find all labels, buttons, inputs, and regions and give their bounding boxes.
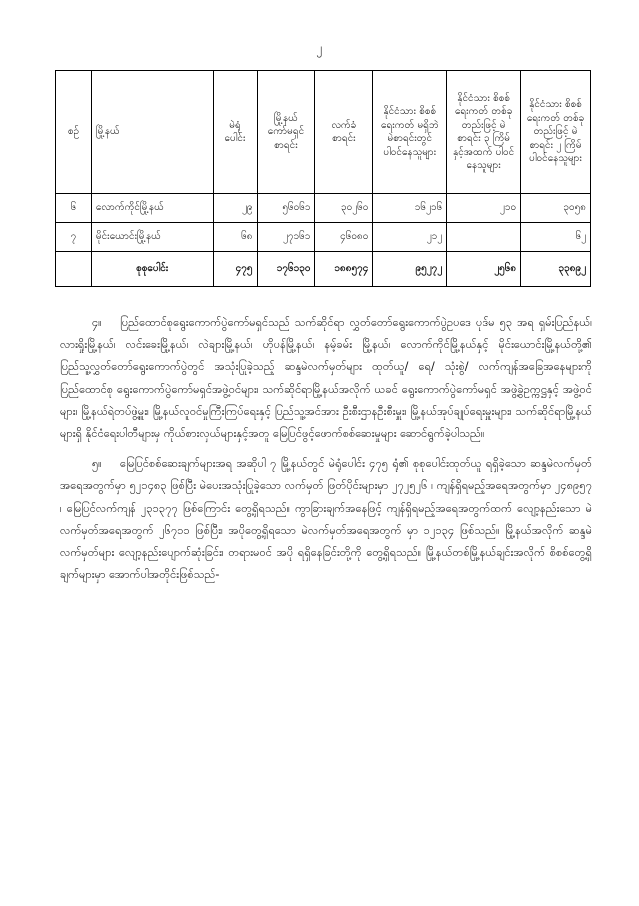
table-row: [56, 194, 591, 223]
cell: ၇: [56, 223, 92, 252]
header-three-times: နိုင်ငံသား စိစစ်ရေးကတ် တစ်ခုတည်းဖြင့် မဲစာရင်း ၃ ကြိမ် နှင့်အထက် ပါဝင်နေသူများ: [447, 71, 521, 194]
paragraph-number: ၄။: [92, 316, 102, 329]
cell: ၃၃၈၉၂: [521, 252, 591, 287]
table-row: [56, 223, 591, 252]
cell: လောက်ကိုင်မြို့နယ်: [91, 194, 213, 223]
cell: ၆၈: [213, 223, 257, 252]
polling-summary-table: [55, 70, 591, 287]
cell: ၂၁၂: [373, 223, 447, 252]
cell: မိုင်းယောင်းမြို့နယ်: [91, 223, 213, 252]
cell: ၃၀၅၈: [521, 194, 591, 223]
cell: ၄၇၅: [213, 252, 257, 287]
paragraph-4: [60, 312, 592, 445]
header-commission-list: မြို့နယ် ကော်မရှင် စာရင်း: [257, 71, 315, 194]
table-header-row: [56, 71, 591, 194]
paragraph-text: ပြည်ထောင်စုရွေးကောက်ပွဲကော်မရှင်သည် သက်ဆိုင်ရာ လွှတ်တော်ရွေးကောက်ပွဲဥပဒေ ပုဒ်မ ၅၃ အရ ရှမ်းပြည်နယ်၊ လားရှိုးမြို့နယ်၊ လင်းခေးမြို့နယ်၊ လဲချားမြို့နယ်၊ ဟိုပန်မြို့နယ်၊ နမ့်ခမ်း မြို့နယ်၊ လောက်ကိုင်မြို့နယ်နှင့် မိုင်းယောင်းမြို့နယ်တို့၏ ပြည်သူ့လွှတ်တော်ရွေးကောက်ပွဲတွင် အသုံးပြုခဲ့သည့် ဆန္ဒမဲလက်မှတ်များ ထုတ်ယူ/ ရေ/ သုံးစွဲ/ လက်ကျန်အခြေအနေများကို ပြည်ထောင်စု ရွေးကောက်ပွဲကော်မရှင်အဖွဲ့ဝင်များ၊ သက်ဆိုင်ရာမြို့နယ်အလိုက် ယခင် ရွေးကောက်ပွဲကော်မရှင် အဖွဲ့ခွဲဥက္ကဋ္ဌနှင့် အဖွဲ့ဝင်များ၊ မြို့နယ်ရဲတပ်ဖွဲ့မှူး၊ မြို့နယ်လူဝင်မှုကြီးကြပ်ရေးနှင့် ပြည်သူ့အင်အား ဦးစီးဌာနဦးစီးမှူး၊ မြို့နယ်အုပ်ချုပ်ရေးမှူးများ၊ သက်ဆိုင်ရာမြို့နယ်များရှိ နိုင်ငံရေးပါတီများမှ ကိုယ်စားလှယ်များနှင့်အတူ မြေပြင်ဖွင့်ဖောက်စစ်ဆေးမှုများ ဆောင်ရွက်ခဲ့ပါသည်။: [60, 316, 592, 441]
cell: ၂၇၁၆၁: [257, 223, 315, 252]
table-total-row: [56, 252, 591, 287]
cell: ၆: [56, 194, 92, 223]
cell: ၁၈၈၅၇၄: [315, 252, 373, 287]
header-no-id-card: နိုင်ငံသား စိစစ်ရေးကတ် မရှိဘဲ မဲစာရင်းတွင် ပါဝင်နေသူများ: [373, 71, 447, 194]
cell: [447, 223, 521, 252]
page-number: ၂: [316, 41, 323, 55]
total-label: စုစုပေါင်း: [91, 252, 213, 287]
cell: ၅၆၀၆၁: [257, 194, 315, 223]
header-serial: စဉ်: [56, 71, 92, 194]
cell: ၉၅၂၇၂: [373, 252, 447, 287]
paragraph-text: မြေပြင်စစ်ဆေးချက်များအရ အဆိုပါ ၇ မြို့နယ်တွင် မဲရုံပေါင်း ၄၇၅ ရုံ၏ စုစုပေါင်းထုတ်ယူ ရရှိခဲ့သော ဆန္ဒမဲလက်မှတ်အရေအတွက်မှာ ၅၂၁၄၈၃ ဖြစ်ပြီး မဲပေးအသုံးပြုခဲ့သော လက်မှတ် ဖြတ်ပိုင်းများမှာ ၂၇၂၅၂၆ ၊ ကျန်ရှိရမည့်အရေအတွက်မှာ ၂၄၈၉၅၇ ၊ မြေပြင်လက်ကျန် ၂၃၁၃၇၇ ဖြစ်ကြောင်း တွေ့ရှိရသည်။ ကွာခြားချက်အနေဖြင့် ကျန်ရှိရမည့်အရေအတွက်ထက် လျော့နည်းသော မဲလက်မှတ်အရေအတွက် ၂၆၇၁၁ ဖြစ်ပြီး၊ အပိုတွေ့ရှိရသော မဲလက်မှတ်အရေအတွက် မှာ ၁၂၁၃၄ ဖြစ်သည်။ မြို့နယ်အလိုက် ဆန္ဒမဲလက်မှတ်များ လျော့နည်းပျောက်ဆုံးခြင်း၊ တရားမဝင် အပို ရရှိနေခြင်းတို့ကို တွေ့ရှိရသည်။ မြို့နယ်တစ်မြို့နယ်ချင်းအလိုက် စိစစ်တွေ့ရှိချက်များမှာ အောက်ပါအတိုင်းဖြစ်သည်-: [60, 457, 592, 582]
cell: ၁၇၆၁၃၀: [257, 252, 315, 287]
cell: ၁၆၂၁၆: [373, 194, 447, 223]
cell: ၄၆၀၈၀: [315, 223, 373, 252]
header-received-list: လက်ခံ စာရင်း: [315, 71, 373, 194]
paragraph-5: [60, 453, 592, 586]
cell: ၂၁၀: [447, 194, 521, 223]
header-polling-stations: မဲရုံ ပေါင်း: [213, 71, 257, 194]
paragraph-number: ၅။: [92, 457, 102, 471]
cell: ၂၅၆၈: [447, 252, 521, 287]
cell: ၂၉: [213, 194, 257, 223]
cell: ၃၀၂၆၀: [315, 194, 373, 223]
header-two-times: နိုင်ငံသား စိစစ်ရေးကတ် တစ်ခုတည်းဖြင့် မဲစာရင်း ၂ ကြိမ် ပါဝင်နေသူများ: [521, 71, 591, 194]
body-text: [60, 312, 592, 594]
cell: [56, 252, 92, 287]
header-township: မြို့နယ်: [91, 71, 213, 194]
cell: ၆၂: [521, 223, 591, 252]
